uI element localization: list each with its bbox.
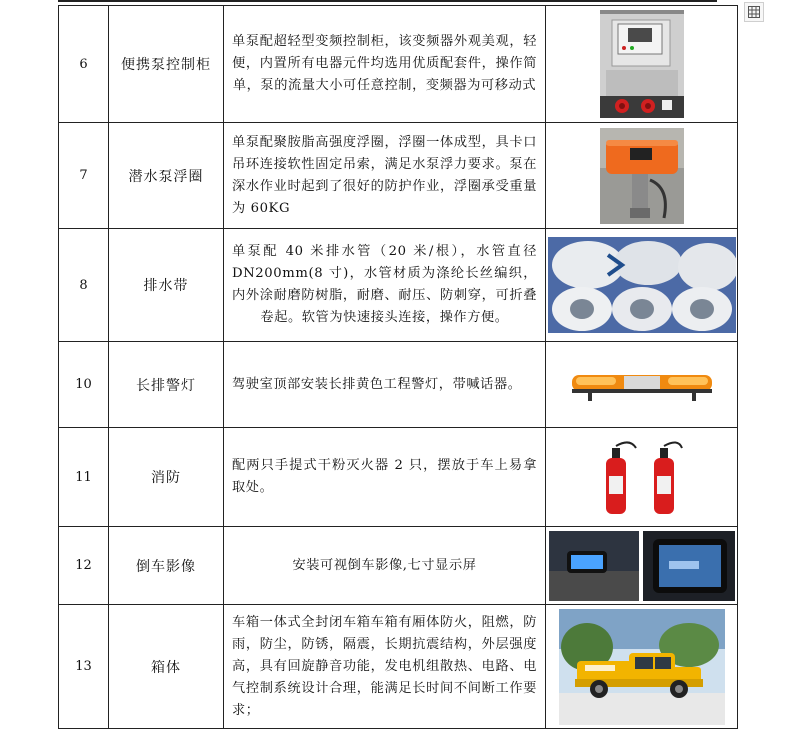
row-number: 6	[59, 6, 109, 123]
reversing-camera-photo	[549, 531, 735, 601]
rescue-truck-photo	[559, 609, 725, 725]
item-description: 单泵配 40 米排水管（20 米/根），水管直径 DN200mm(8 寸)，水管材质为涤纶长丝编织，内外涂耐磨防树脂，耐磨、耐压、防刺穿，可折叠卷起。软管为快速接头连接，操作方便。	[224, 229, 546, 342]
table-row	[59, 6, 738, 123]
item-description: 单泵配聚胺脂高强度浮圈，浮圈一体成型，具卡口吊环连接软性固定吊索，满足水泵浮力要求。泵在深水作业时起到了很好的防护作业，浮圈承受重量为 60KG	[224, 123, 546, 229]
drainage-hose-photo	[548, 237, 736, 333]
table-row	[59, 605, 738, 729]
control-cabinet-photo	[600, 10, 684, 118]
item-name: 长排警灯	[109, 342, 224, 428]
table-row	[59, 527, 738, 605]
item-name: 箱体	[109, 605, 224, 729]
item-name: 潜水泵浮圈	[109, 123, 224, 229]
page-top-rule	[58, 0, 717, 2]
table-row	[59, 428, 738, 527]
item-description: 单泵配超轻型变频控制柜，该变频器外观美观，轻便，内置所有电器元件均选用优质配套件，操作简单，泵的流量大小可任意控制，变频器为可移动式	[224, 6, 546, 123]
item-name: 排水带	[109, 229, 224, 342]
row-number: 7	[59, 123, 109, 229]
item-name: 倒车影像	[109, 527, 224, 605]
warning-light-bar-photo	[568, 365, 716, 405]
item-description: 安装可视倒车影像,七寸显示屏	[224, 527, 546, 605]
float-ring-photo	[600, 128, 684, 224]
row-number: 12	[59, 527, 109, 605]
fire-extinguisher-photo	[600, 436, 684, 518]
item-name: 消防	[109, 428, 224, 527]
row-number: 11	[59, 428, 109, 527]
item-description: 车箱一体式全封闭车箱车箱有厢体防火，阻燃，防雨，防尘，防锈，隔震，长期抗震结构，外层强度高，具有回旋静音功能，发电机组散热、电路、电气控制系统设计合理，能满足长时间不间断工作要求；	[224, 605, 546, 729]
equipment-spec-table	[58, 5, 738, 729]
item-description: 驾驶室顶部安装长排黄色工程警灯，带喊话器。	[224, 342, 546, 428]
row-number: 8	[59, 229, 109, 342]
table-row	[59, 342, 738, 428]
row-number: 13	[59, 605, 109, 729]
item-description: 配两只手提式干粉灭火器 2 只，摆放于车上易拿取处。	[224, 428, 546, 527]
table-row	[59, 123, 738, 229]
item-name: 便携泵控制柜	[109, 6, 224, 123]
table-select-icon[interactable]	[744, 2, 764, 22]
table-row	[59, 229, 738, 342]
row-number: 10	[59, 342, 109, 428]
